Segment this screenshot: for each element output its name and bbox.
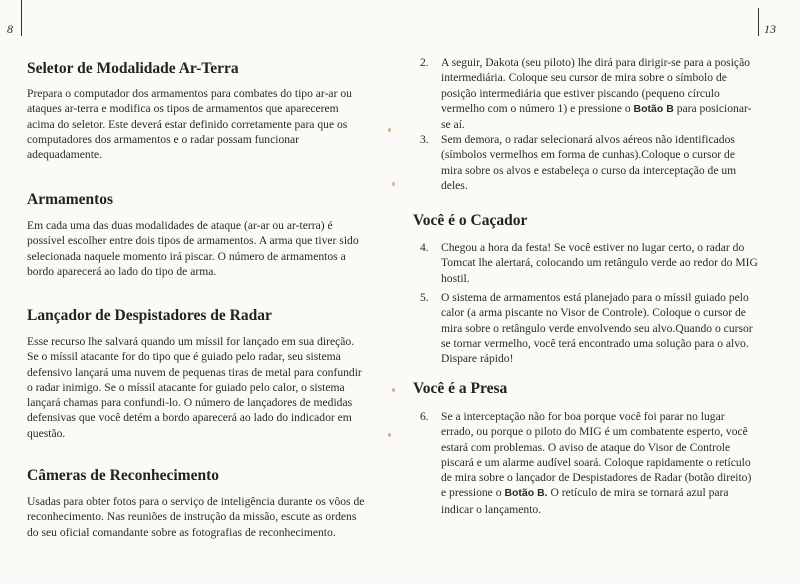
item-text: Chegou a hora da festa! Se você estiver no lugar certo, o radar do Tomcat lhe alertará, colocando um retângulo verde ao redor do MIG hostil. xyxy=(441,241,758,285)
section-title-you-are-prey: Você é a Presa xyxy=(413,380,508,397)
item-number: 3. xyxy=(420,133,429,146)
list-item xyxy=(413,409,758,517)
section-body-radar-decoy-launcher: Esse recurso lhe salvará quando um míssil for lançado em sua direção. Se o míssil atacante for do tipo que é guiado pelo radar, seu sistema defensivo lançará uma nuvem de pequenas tiras de metal para confundir o radar inimigo. Se o míssil atacante for guiado pelo calor, o sistema lançará chamas para confundi-lo. O número de lançadores de medidas defensivas que você detém a bordo aparecerá ao lado do indicador em questão. xyxy=(27,335,362,440)
item-text xyxy=(441,409,758,517)
item-number: 5. xyxy=(420,291,429,304)
item-text: Sem demora, o radar selecionará alvos aéreos não identificados (símbolos vermelhos em forma de cunhas).Coloque o cursor de mira sobre os alvos e estabeleça o curso da interceptação de um deles. xyxy=(441,133,737,192)
list-item xyxy=(413,240,758,286)
item-text-part: para posicionar-se aí. xyxy=(441,101,752,132)
paper-speck xyxy=(388,128,391,132)
section-title-weapons: Armamentos xyxy=(27,191,114,208)
section-body-recon-cameras: Usadas para obter fotos para o serviço de inteligência durante os vôos de reconhecimento. Nas reuniões de instrução da missão, escute as ordens do seu oficial comandante sobre as fotografias de reconhecimento. xyxy=(27,495,365,539)
section-body-air-ground-selector: Prepara o computador dos armamentos para combates do tipo ar-ar ou ataques ar-terra e modifica os tipos de armamentos que aparecerem acima do seletor. Este deverá estar definido corretamente para que os computadores dos armamentos e o radar possam funcionar adequadamente. xyxy=(27,87,352,162)
item-number: 4. xyxy=(420,241,429,254)
section-title-air-ground-selector: Seletor de Modalidade Ar-Terra xyxy=(27,60,239,77)
paper-speck xyxy=(392,182,395,186)
list-item xyxy=(413,55,758,132)
page-number-left: 8 xyxy=(7,22,13,36)
page-rule-right xyxy=(758,8,759,36)
item-text xyxy=(441,55,758,132)
page-number-right: 13 xyxy=(764,22,776,36)
item-number: 2. xyxy=(420,56,429,69)
item-text-part: O retículo de mira se tornará azul para indicar o lançamento. xyxy=(441,486,729,516)
section-title-recon-cameras: Câmeras de Reconhecimento xyxy=(27,467,219,484)
list-item xyxy=(413,290,758,366)
item-number: 6. xyxy=(420,410,429,423)
item-text: O sistema de armamentos está planejado para o míssil guiado pelo calor (a arma piscante no Visor de Controle). Coloque o cursor de mira sobre o retângulo verde envolvendo seu alvo.Quando o cursor se tornar vermelho, você terá encontrado uma solução para o alvo. Dispare rápido! xyxy=(441,291,753,366)
page-rule-left xyxy=(21,0,22,36)
button-b-label: Botão B xyxy=(633,102,674,115)
paper-speck xyxy=(392,388,395,392)
section-title-radar-decoy-launcher: Lançador de Despistadores de Radar xyxy=(27,307,272,324)
list-item xyxy=(413,132,758,193)
section-body-weapons: Em cada uma das duas modalidades de ataque (ar-ar ou ar-terra) é possível escolher entre dois tipos de armamentos. A arma que tiver sido selecionada naquele momento irá piscar. O número de armamentos a bordo aparecerá ao lado do tipo de arma. xyxy=(27,219,359,278)
paper-speck xyxy=(388,433,391,437)
section-title-you-are-hunter: Você é o Caçador xyxy=(413,212,528,229)
item-text-part: A seguir, Dakota (seu piloto) lhe dirá para dirigir-se para a posição intermediária. Coloque seu cursor de mira sobre o símbolo de posição intermediária que estiver piscando (pequeno círculo vermelho com o número 1) e pressione o xyxy=(441,56,751,115)
button-b-label: Botão B. xyxy=(504,487,548,500)
item-text-part: Se a interceptação não for boa porque você foi parar no lugar errado, ou porque o piloto do MIG é um combatente esperto, você estará com problemas. O aviso de ataque do Visor de Controle piscará e um alarme audível soará. Coloque rapidamente o retículo de mira sobre o lançador de Despistadores de Radar (botão direito) e pressione o xyxy=(441,410,752,500)
